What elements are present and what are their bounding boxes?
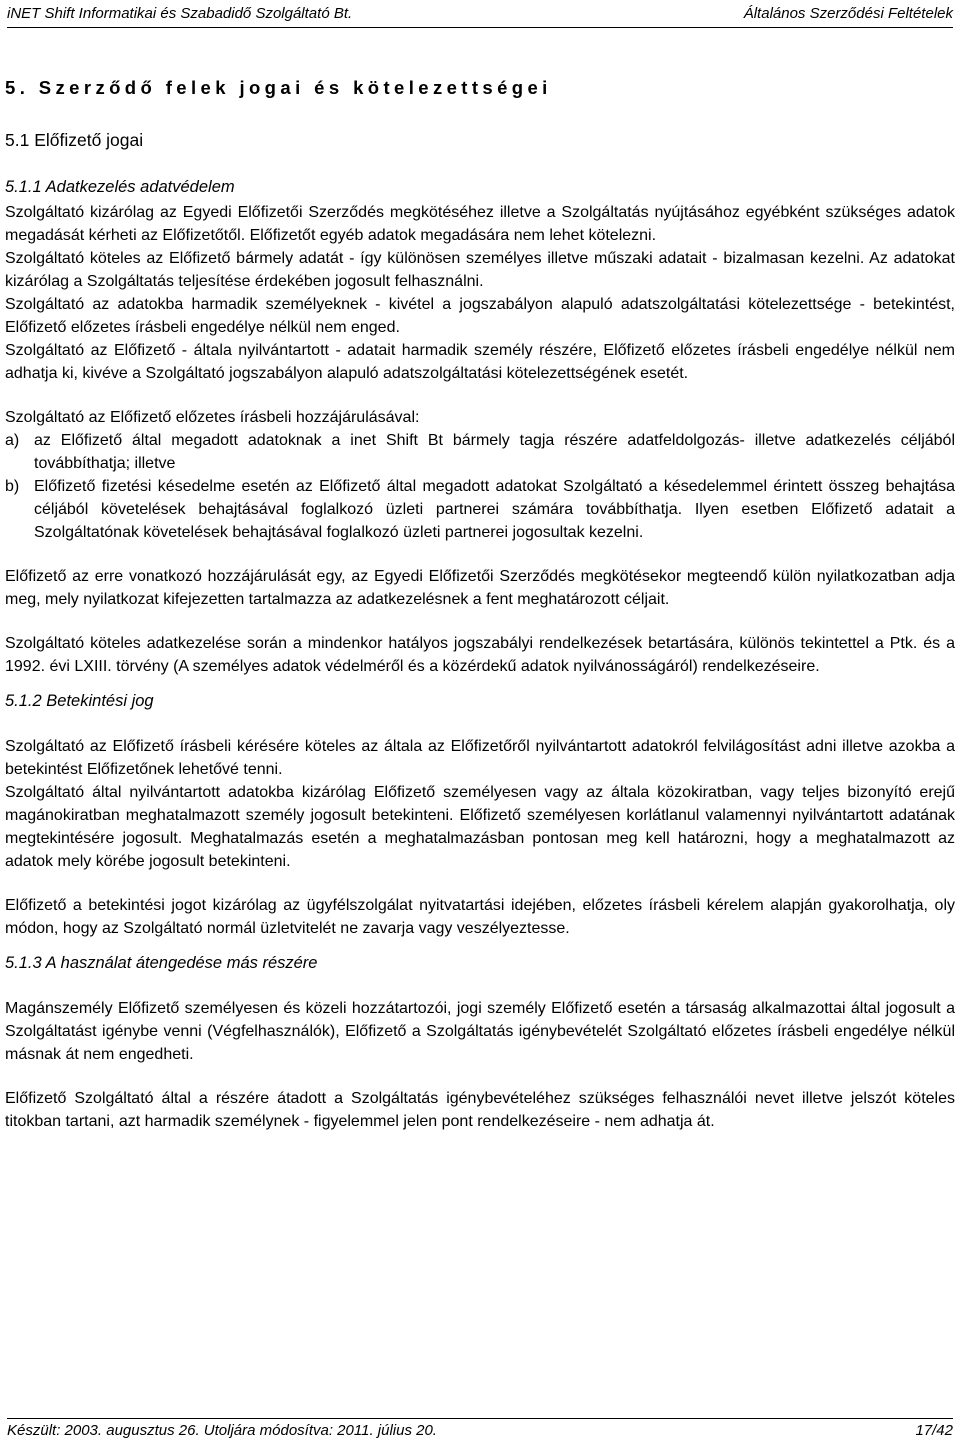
paragraph: Szolgáltató az adatokba harmadik személyeknek - kivétel a jogszabályon alapuló adatszolgáltatási kötelezettsége - betekintést, Előfizető előzetes írásbeli engedélye nélkül nem enged. — [5, 296, 955, 336]
page-number: 17/42 — [915, 1422, 953, 1439]
paragraph: Előfizető az erre vonatkozó hozzájárulását egy, az Egyedi Előfizetői Szerződés megkötésekor megteendő külön nyilatkozatban adja meg, mely nyilatkozat kifejezetten tartalmazza az adatkezelésnek a fent meghatározott céljait. — [5, 568, 955, 608]
paragraph: Magánszemély Előfizető személyesen és közeli hozzátartozói, jogi személy Előfizető esetén a társaság alkalmazottai által jogosult a Szolgáltatást igénybe venni (Végfelhasználók), Előfizető a Szolgáltatás igénybevételét Szolgáltató előzetes írásbeli engedélye nélkül másnak át nem engedheti. — [5, 1000, 955, 1063]
list-item — [5, 475, 955, 544]
paragraph: Előfizető a betekintési jogot kizárólag az ügyfélszolgálat nyitvatartási idejében, előzetes írásbeli kérelem alapján gyakorolhatja, oly módon, hogy az Szolgáltató normál üzletvitelét ne zavarja vagy veszélyeztesse. — [5, 897, 955, 937]
paragraph: Szolgáltató köteles adatkezelése során a mindenkor hatályos jogszabályi rendelkezések betartására, különös tekintettel a Ptk. és a 1992. évi LXIII. törvény (A személyes adatok védelméről és a közérdekű adatok nyilvánosságáról) rendelkezéseire. — [5, 635, 955, 675]
consent-list — [5, 429, 955, 544]
paragraph: Előfizető Szolgáltató által a részére átadott a Szolgáltatás igénybevételéhez szükséges felhasználói nevet illetve jelszót köteles titokban tartani, azt harmadik személynek - figyelemmel jelen pont rendelkezéseire - nem adhatja át. — [5, 1090, 955, 1130]
subsection-title: 5.1 Előfizető jogai — [5, 130, 144, 150]
footer-divider — [7, 1418, 953, 1419]
list-item-text: az Előfizető által megadott adatoknak a inet Shift Bt bármely tagja részére adatfeldolgozás- illetve adatkezelés céljából továbbíthatja; illetve — [34, 432, 955, 472]
subsubsection-title-512: 5.1.2 Betekintési jog — [5, 692, 154, 710]
document-body — [5, 58, 955, 1133]
paragraph: Szolgáltató az Előfizető előzetes írásbeli hozzájárulásával: — [5, 409, 420, 426]
section-title: 5. Szerződő felek jogai és kötelezettségei — [5, 77, 552, 98]
header-doc-title: Általános Szerződési Feltételek — [743, 5, 953, 22]
list-item-label: a) — [5, 432, 20, 449]
footer-dates: Készült: 2003. augusztus 26. Utoljára módosítva: 2011. július 20. — [7, 1422, 437, 1439]
paragraph: Szolgáltató az Előfizető - általa nyilvántartott - adatait harmadik személy részére, Előfizető előzetes írásbeli engedélye nélkül nem adhatja ki, kivéve a Szolgáltató jogszabályon alapuló adatszolgáltatási kötelezettségének esetét. — [5, 342, 955, 382]
paragraph: Szolgáltató köteles az Előfizető bármely adatát - így különösen személyes illetve műszaki adatait - bizalmasan kezelni. Az adatokat kizárólag a Szolgáltatás teljesítése érdekében jogosult felhasználni. — [5, 250, 955, 290]
subsubsection-title-513: 5.1.3 A használat átengedése más részére — [5, 954, 318, 972]
header-divider — [7, 27, 953, 28]
list-item-label: b) — [5, 478, 20, 495]
header-company: iNET Shift Informatikai és Szabadidő Szolgáltató Bt. — [7, 5, 353, 22]
subsubsection-title-511: 5.1.1 Adatkezelés adatvédelem — [5, 178, 235, 196]
paragraph: Szolgáltató az Előfizető írásbeli kérésére köteles az általa az Előfizetőről nyilvántartott adatokról felvilágosítást adni illetve azokba a betekintést Előfizetőnek lehetővé tenni. — [5, 738, 955, 778]
list-item — [5, 429, 955, 475]
list-item-text: Előfizető fizetési késedelme esetén az Előfizető által megadott adatokat Szolgáltató a késedelemmel érintett összeg behajtása céljából követelések behajtásával foglalkozó üzleti partnerei számára továbbíthatja. Ilyen esetben Előfizető adatait a Szolgáltatónak követelések behajtásával foglalkozó üzleti partnerei jogosultak kezelni. — [34, 478, 955, 541]
paragraph: Szolgáltató által nyilvántartott adatokba kizárólag Előfizető személyesen vagy az általa közokiratban, vagy teljes bizonyító erejű magánokiratban meghatalmazott személy jogosult betekinteni. Előfizető személyesen korlátlanul valamennyi nyilvántartott adatának megtekintésére jogosult. Meghatalmazás esetén a meghatalmazásban pontosan meg kell határozni, hogy a meghatalmazott az adatok mely körébe jogosult betekinteni. — [5, 784, 955, 870]
page-footer — [7, 1422, 953, 1442]
page-header — [7, 5, 953, 25]
paragraph: Szolgáltató kizárólag az Egyedi Előfizetői Szerződés megkötéséhez illetve a Szolgáltatás nyújtásához egyébként szükséges adatok megadását kérheti az Előfizetőtől. Előfizetőt egyéb adatok megadására nem lehet kötelezni. — [5, 204, 955, 244]
